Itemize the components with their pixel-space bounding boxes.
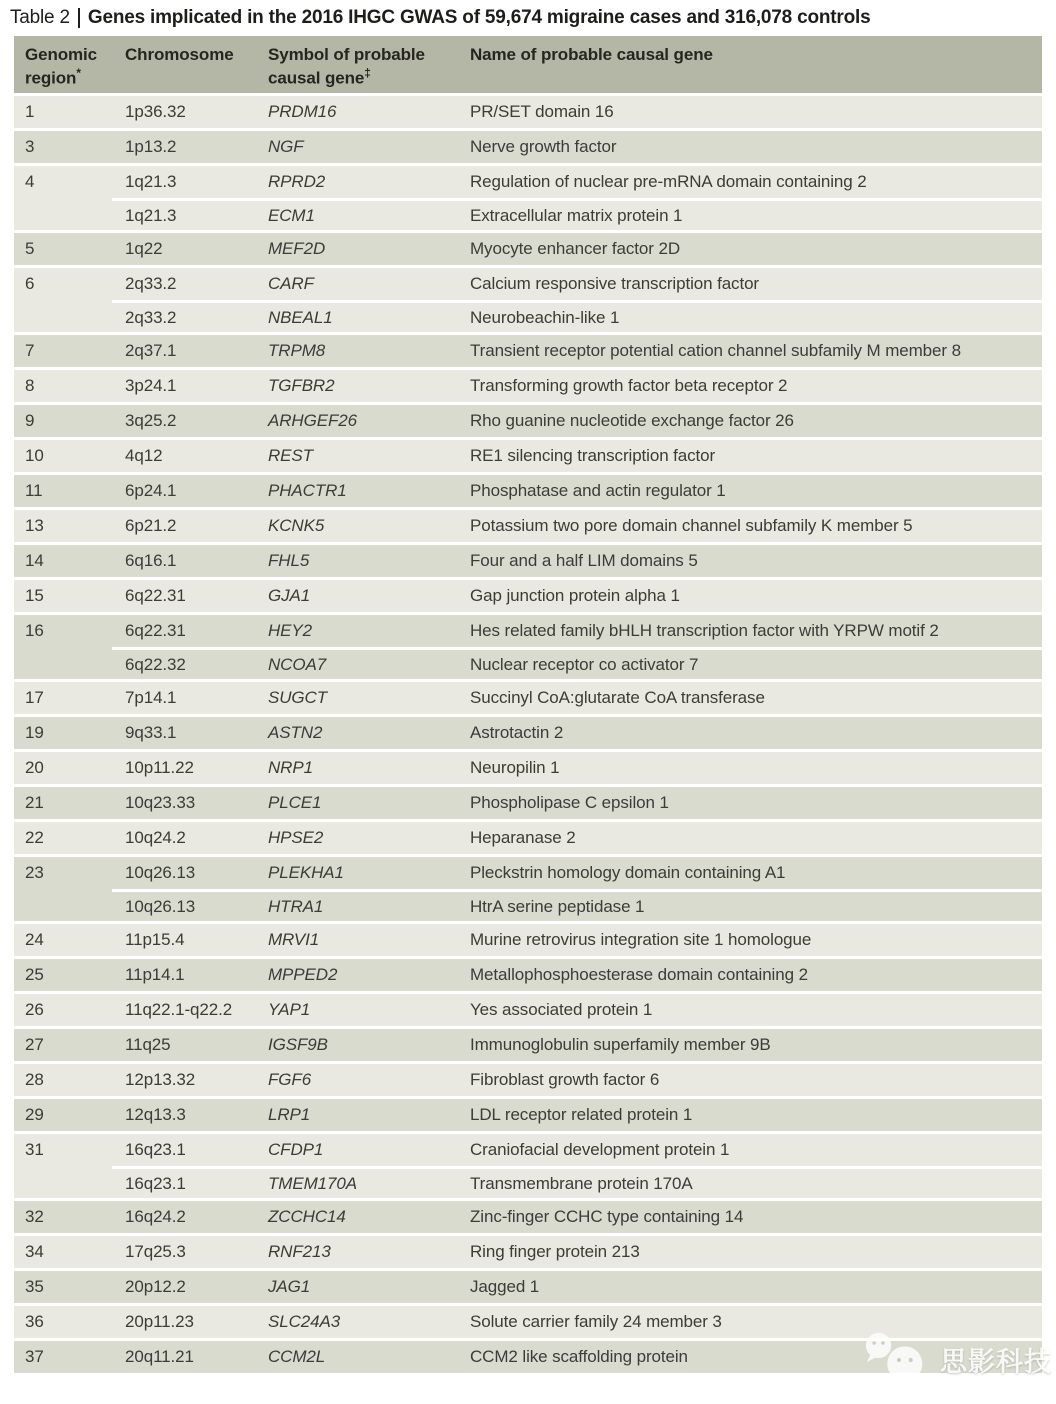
name-cell: Rho guanine nucleotide exchange factor 26 xyxy=(470,411,794,430)
genomic-region-number: 25 xyxy=(25,965,44,984)
name-cell: Four and a half LIM domains 5 xyxy=(470,551,698,570)
region-group xyxy=(14,440,1042,472)
name-cell: Gap junction protein alpha 1 xyxy=(470,586,680,605)
chromosome-cell: 11q22.1-q22.2 xyxy=(125,1000,233,1019)
name-cell: Myocyte enhancer factor 2D xyxy=(470,239,680,258)
symbol-cell: RNF213 xyxy=(268,1242,331,1261)
region-group xyxy=(14,1064,1042,1096)
chromosome-cell: 10q24.2 xyxy=(125,828,186,847)
symbol-cell: RPRD2 xyxy=(268,172,326,191)
genomic-region-number: 27 xyxy=(25,1035,44,1054)
header-label: Name of probable causal gene xyxy=(470,45,713,64)
symbol-cell: PLCE1 xyxy=(268,793,322,812)
symbol-cell: TGFBR2 xyxy=(268,376,335,395)
symbol-cell: MEF2D xyxy=(268,239,326,258)
name-cell: Pleckstrin homology domain containing A1 xyxy=(470,863,786,882)
symbol-cell: FHL5 xyxy=(268,551,310,570)
symbol-cell: CFDP1 xyxy=(268,1140,324,1159)
name-cell: PR/SET domain 16 xyxy=(470,102,614,121)
genomic-region-number: 9 xyxy=(25,411,35,430)
genomic-region-number: 16 xyxy=(25,621,44,640)
genomic-region-number: 26 xyxy=(25,1000,44,1019)
name-cell: Zinc-finger CCHC type containing 14 xyxy=(470,1207,744,1226)
chromosome-cell: 2q33.2 xyxy=(125,274,177,293)
name-cell: RE1 silencing transcription factor xyxy=(470,446,716,465)
chromosome-cell: 17q25.3 xyxy=(125,1242,186,1261)
region-group xyxy=(14,335,1042,367)
region-group xyxy=(14,717,1042,749)
name-cell: Transient receptor potential cation channel subfamily M member 8 xyxy=(470,341,961,360)
name-cell: LDL receptor related protein 1 xyxy=(470,1105,693,1124)
chromosome-cell: 10p11.22 xyxy=(125,758,194,777)
name-cell: Nerve growth factor xyxy=(470,137,617,156)
name-cell: Immunoglobulin superfamily member 9B xyxy=(470,1035,771,1054)
symbol-cell: REST xyxy=(268,446,313,465)
chromosome-cell: 1p36.32 xyxy=(125,102,186,121)
name-cell: Extracellular matrix protein 1 xyxy=(458,198,1042,230)
chromosome-cell: 12p13.32 xyxy=(125,1070,196,1089)
symbol-cell: NRP1 xyxy=(268,758,313,777)
name-cell: Metallophosphoesterase domain containing 2 xyxy=(470,965,808,984)
symbol-cell: HEY2 xyxy=(268,621,313,640)
genomic-region-number: 14 xyxy=(25,551,44,570)
footnote-marker-asterisk: * xyxy=(76,66,81,81)
name-cell: Jagged 1 xyxy=(470,1277,540,1296)
symbol-cell: PRDM16 xyxy=(268,102,337,121)
watermark-text: 思影科技 xyxy=(940,1346,1052,1377)
genomic-region-number: 10 xyxy=(25,446,44,465)
symbol-cell: MRVI1 xyxy=(268,930,320,949)
chromosome-cell: 16q24.2 xyxy=(125,1207,186,1226)
name-cell: Fibroblast growth factor 6 xyxy=(470,1070,660,1089)
chromosome-cell: 2q33.2 xyxy=(112,300,258,332)
genomic-region-number: 15 xyxy=(25,586,44,605)
name-cell: Heparanase 2 xyxy=(470,828,576,847)
genomic-region-number: 19 xyxy=(25,723,44,742)
name-cell: Potassium two pore domain channel subfamily K member 5 xyxy=(470,516,913,535)
chromosome-cell: 6p21.2 xyxy=(125,516,177,535)
genomic-region-number: 31 xyxy=(25,1140,44,1159)
chromosome-cell: 1q21.3 xyxy=(125,172,177,191)
chromosome-cell: 12q13.3 xyxy=(125,1105,186,1124)
name-cell: Neurobeachin-like 1 xyxy=(458,300,1042,332)
symbol-cell: ASTN2 xyxy=(268,723,323,742)
name-cell: Ring finger protein 213 xyxy=(470,1242,640,1261)
header-genomic-region xyxy=(14,36,112,93)
region-group xyxy=(14,475,1042,507)
genomic-region-number: 24 xyxy=(25,930,44,949)
symbol-cell: NBEAL1 xyxy=(258,300,458,332)
symbol-cell: TMEM170A xyxy=(258,1166,458,1198)
genomic-region-number: 5 xyxy=(25,239,35,258)
genomic-region-number: 7 xyxy=(25,341,35,360)
name-cell: Transmembrane protein 170A xyxy=(458,1166,1042,1198)
chromosome-cell: 1q21.3 xyxy=(112,198,258,230)
name-cell: Transforming growth factor beta receptor 2 xyxy=(470,376,788,395)
region-group xyxy=(14,1201,1042,1233)
region-group xyxy=(14,959,1042,991)
chromosome-cell: 10q23.33 xyxy=(125,793,196,812)
name-cell: Astrotactin 2 xyxy=(470,723,564,742)
region-group xyxy=(14,1029,1042,1061)
region-group xyxy=(14,1306,1042,1338)
region-group xyxy=(14,510,1042,542)
table-title xyxy=(0,0,1056,36)
chromosome-cell: 6p24.1 xyxy=(125,481,177,500)
chromosome-cell: 1p13.2 xyxy=(125,137,177,156)
region-group xyxy=(14,131,1042,163)
genomic-region-number: 20 xyxy=(25,758,44,777)
region-group xyxy=(14,233,1042,265)
chromosome-cell: 2q37.1 xyxy=(125,341,177,360)
table-number-label: Table 2 xyxy=(10,7,70,28)
name-cell: CCM2 like scaffolding protein xyxy=(470,1347,688,1366)
symbol-cell: ARHGEF26 xyxy=(268,411,357,430)
name-cell: Phospholipase C epsilon 1 xyxy=(470,793,669,812)
region-group xyxy=(14,822,1042,854)
chromosome-cell: 11q25 xyxy=(125,1035,171,1054)
region-group xyxy=(14,615,1042,679)
name-cell: Regulation of nuclear pre-mRNA domain containing 2 xyxy=(470,172,867,191)
symbol-cell: CARF xyxy=(268,274,314,293)
region-group xyxy=(14,1099,1042,1131)
genomic-region-number: 29 xyxy=(25,1105,44,1124)
name-cell: HtrA serine peptidase 1 xyxy=(458,889,1042,921)
chromosome-cell: 10q26.13 xyxy=(125,863,196,882)
genomic-region-number: 21 xyxy=(25,793,44,812)
header-label: Symbol of probable causal gene xyxy=(268,45,425,89)
symbol-cell: TRPM8 xyxy=(268,341,326,360)
region-group xyxy=(14,370,1042,402)
symbol-cell: JAG1 xyxy=(268,1277,311,1296)
region-group xyxy=(14,1271,1042,1303)
region-group xyxy=(14,405,1042,437)
region-group xyxy=(14,752,1042,784)
region-group xyxy=(14,166,1042,230)
symbol-cell: NGF xyxy=(268,137,304,156)
genomic-region-number: 4 xyxy=(25,172,35,191)
region-group xyxy=(14,268,1042,332)
chromosome-cell: 6q22.31 xyxy=(125,621,186,640)
symbol-cell: KCNK5 xyxy=(268,516,325,535)
region-group xyxy=(14,787,1042,819)
genomic-region-number: 23 xyxy=(25,863,44,882)
region-group xyxy=(14,1134,1042,1198)
chromosome-cell: 20q11.21 xyxy=(125,1347,194,1366)
chromosome-cell: 4q12 xyxy=(125,446,163,465)
region-group xyxy=(14,580,1042,612)
genes-table xyxy=(14,36,1042,1373)
genomic-region-number: 11 xyxy=(25,481,43,500)
symbol-cell: IGSF9B xyxy=(268,1035,328,1054)
genomic-region-number: 32 xyxy=(25,1207,44,1226)
symbol-cell: PLEKHA1 xyxy=(268,863,344,882)
chromosome-cell: 3p24.1 xyxy=(125,376,177,395)
name-cell: Succinyl CoA:glutarate CoA transferase xyxy=(470,688,765,707)
symbol-cell: ZCCHC14 xyxy=(268,1207,346,1226)
header-chromosome xyxy=(112,36,258,93)
chromosome-cell: 16q23.1 xyxy=(125,1140,186,1159)
chromosome-cell: 9q33.1 xyxy=(125,723,177,742)
genomic-region-number: 1 xyxy=(25,102,35,121)
region-group xyxy=(14,857,1042,921)
chromosome-cell: 10q26.13 xyxy=(112,889,258,921)
symbol-cell: SLC24A3 xyxy=(268,1312,341,1331)
genomic-region-number: 34 xyxy=(25,1242,44,1261)
genomic-region-number: 37 xyxy=(25,1347,44,1366)
genomic-region-number: 13 xyxy=(25,516,44,535)
table-body xyxy=(14,96,1042,1373)
chromosome-cell: 6q16.1 xyxy=(125,551,177,570)
name-cell: Yes associated protein 1 xyxy=(470,1000,653,1019)
genomic-region-number: 28 xyxy=(25,1070,44,1089)
region-group xyxy=(14,545,1042,577)
header-label: Genomic region xyxy=(25,45,98,89)
title-divider xyxy=(78,8,80,28)
region-group xyxy=(14,1341,1042,1373)
name-cell: Phosphatase and actin regulator 1 xyxy=(470,481,726,500)
chromosome-cell: 1q22 xyxy=(125,239,163,258)
header-gene-name xyxy=(458,36,1042,93)
region-group xyxy=(14,924,1042,956)
chromosome-cell: 20p12.2 xyxy=(125,1277,186,1296)
header-symbol xyxy=(258,36,458,93)
header-label: Chromosome xyxy=(125,45,234,64)
chromosome-cell: 20p11.23 xyxy=(125,1312,194,1331)
genomic-region-number: 8 xyxy=(25,376,35,395)
genomic-region-number: 36 xyxy=(25,1312,44,1331)
symbol-cell: CCM2L xyxy=(268,1347,326,1366)
chromosome-cell: 6q22.31 xyxy=(125,586,186,605)
symbol-cell: NCOA7 xyxy=(258,647,458,679)
table-header-row xyxy=(14,36,1042,93)
chromosome-cell: 11p14.1 xyxy=(125,965,185,984)
genomic-region-number: 22 xyxy=(25,828,44,847)
region-group xyxy=(14,994,1042,1026)
name-cell: Solute carrier family 24 member 3 xyxy=(470,1312,722,1331)
symbol-cell: MPPED2 xyxy=(268,965,338,984)
genomic-region-number: 6 xyxy=(25,274,35,293)
name-cell: Murine retrovirus integration site 1 homologue xyxy=(470,930,812,949)
chromosome-cell: 7p14.1 xyxy=(125,688,177,707)
genomic-region-number: 17 xyxy=(25,688,44,707)
name-cell: Calcium responsive transcription factor xyxy=(470,274,759,293)
symbol-cell: ECM1 xyxy=(258,198,458,230)
chromosome-cell: 16q23.1 xyxy=(112,1166,258,1198)
chromosome-cell: 6q22.32 xyxy=(112,647,258,679)
genomic-region-number: 35 xyxy=(25,1277,44,1296)
symbol-cell: FGF6 xyxy=(268,1070,312,1089)
symbol-cell: HPSE2 xyxy=(268,828,324,847)
chromosome-cell: 3q25.2 xyxy=(125,411,177,430)
region-group xyxy=(14,96,1042,128)
genomic-region-number: 3 xyxy=(25,137,35,156)
region-group xyxy=(14,682,1042,714)
name-cell: Craniofacial development protein 1 xyxy=(470,1140,730,1159)
name-cell: Hes related family bHLH transcription factor with YRPW motif 2 xyxy=(470,621,939,640)
symbol-cell: SUGCT xyxy=(268,688,328,707)
symbol-cell: HTRA1 xyxy=(258,889,458,921)
region-group xyxy=(14,1236,1042,1268)
name-cell: Neuropilin 1 xyxy=(470,758,560,777)
symbol-cell: LRP1 xyxy=(268,1105,311,1124)
symbol-cell: PHACTR1 xyxy=(268,481,347,500)
chromosome-cell: 11p15.4 xyxy=(125,930,185,949)
symbol-cell: GJA1 xyxy=(268,586,311,605)
name-cell: Nuclear receptor co activator 7 xyxy=(458,647,1042,679)
symbol-cell: YAP1 xyxy=(268,1000,311,1019)
table-caption: Genes implicated in the 2016 IHGC GWAS of 59,674 migraine cases and 316,078 controls xyxy=(87,7,871,28)
footnote-marker-dagger: ‡ xyxy=(364,66,371,81)
